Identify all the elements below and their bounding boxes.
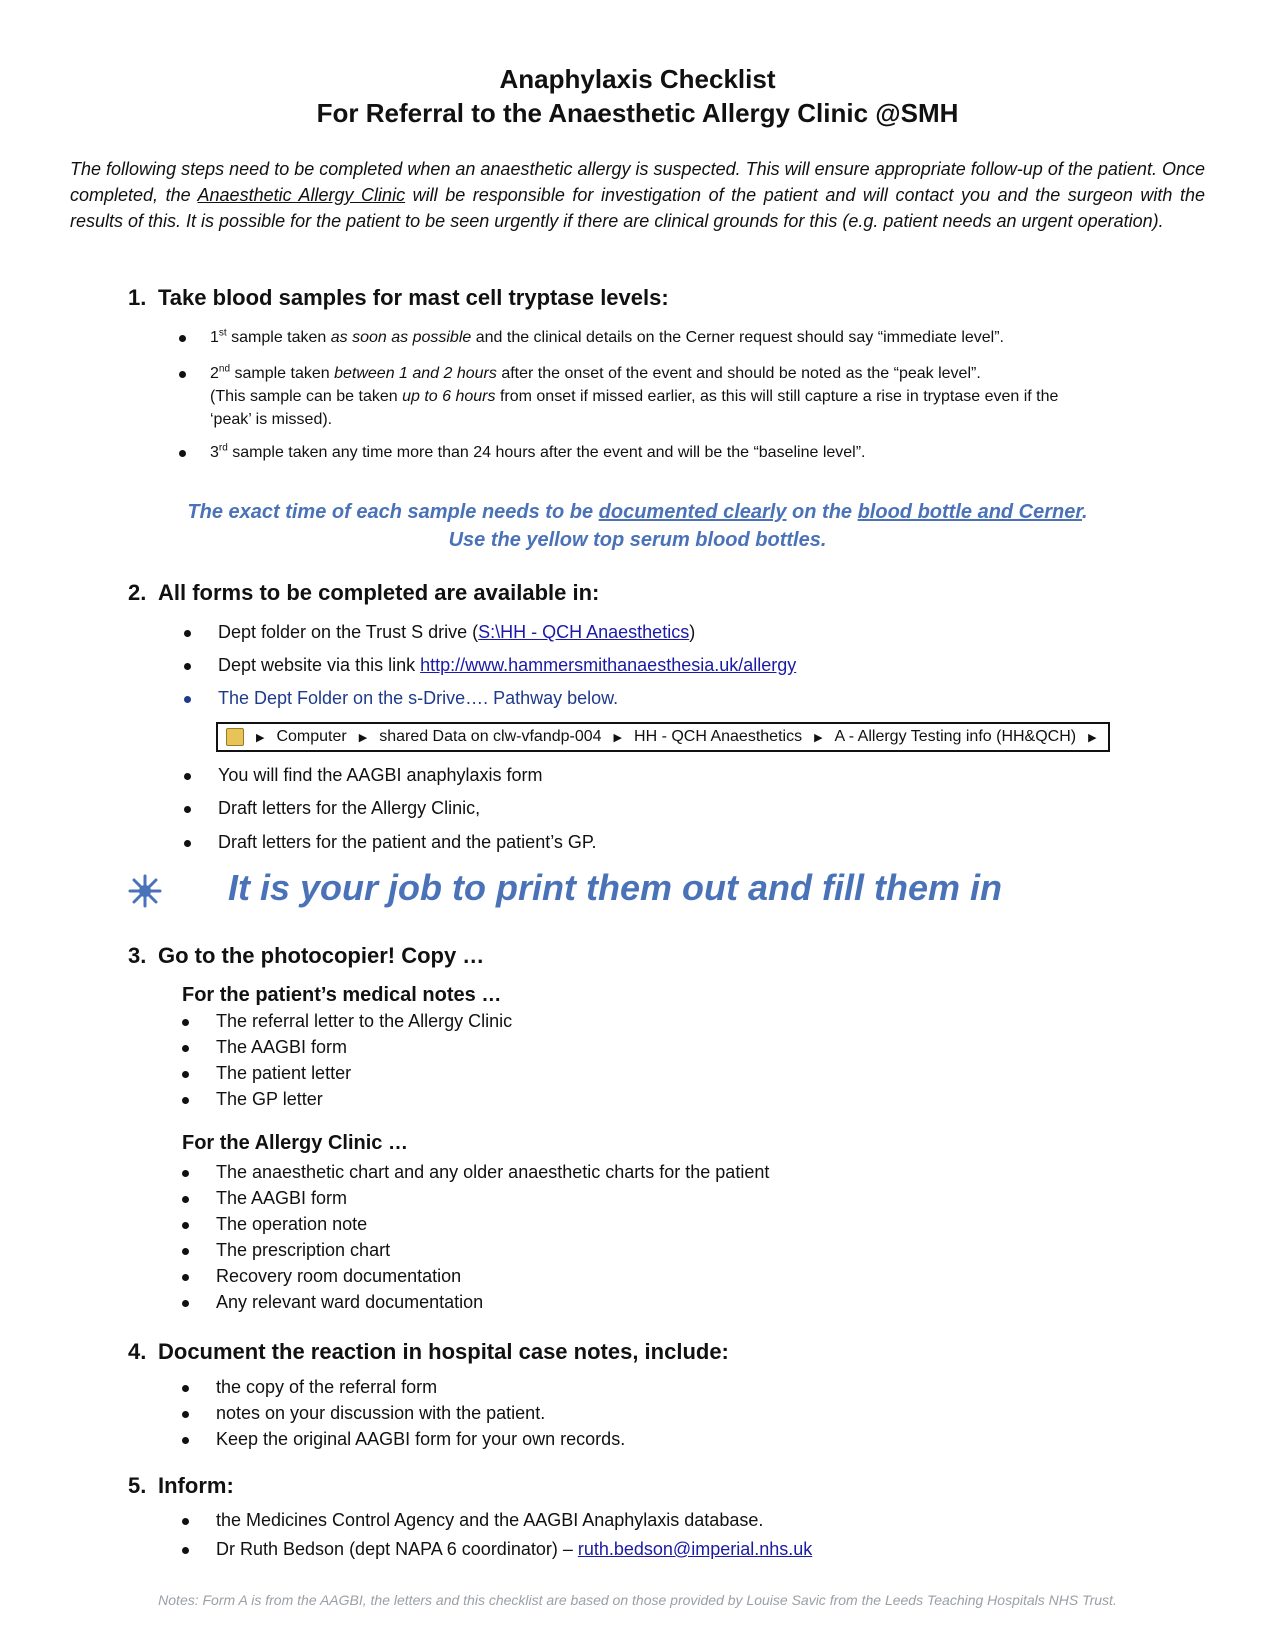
bullet-icon [182, 1248, 189, 1255]
chevron-right-icon: ▶ [256, 731, 265, 744]
bullet-icon [182, 1385, 189, 1392]
list-item: Any relevant ward documentation [216, 1290, 483, 1314]
bullet-icon [182, 1097, 189, 1104]
section-1-heading [128, 284, 669, 312]
list-item: 2nd sample taken between 1 and 2 hours after the onset of the event and should be noted as the “peak level”. (This sample can be taken up to 6 hours from onset if missed earlier, as this will still capture a rise in tryptase even if the ‘peak’ is missed). [210, 362, 1090, 431]
list-item: The AAGBI form [216, 1035, 347, 1059]
page-title: Anaphylaxis Checklist [499, 64, 776, 94]
bullet-icon [182, 1547, 189, 1554]
folder-icon [226, 728, 244, 746]
bullet-icon [182, 1274, 189, 1281]
bullet-icon [182, 1196, 189, 1203]
list-item: The anaesthetic chart and any older anaesthetic charts for the patient [216, 1160, 769, 1184]
path-segment: A - Allergy Testing info (HH&QCH) [834, 728, 1077, 745]
subheading-medical-notes: For the patient’s medical notes … [182, 984, 502, 1006]
list-item: The AAGBI form [216, 1186, 347, 1210]
bullet-icon [179, 371, 186, 378]
list-item: The Dept Folder on the s-Drive…. Pathway below. [218, 686, 618, 710]
chevron-right-icon: ▶ [613, 731, 623, 744]
folder-path-bar [216, 722, 1110, 752]
list-item: Dept website via this link http://www.hammersmithanaesthesia.uk/allergy [218, 653, 796, 677]
path-segment: Computer [276, 728, 347, 745]
bullet-icon [182, 1222, 189, 1229]
list-item: Keep the original AAGBI form for your own records. [216, 1427, 625, 1451]
section-4-heading: 4. Document the reaction in hospital case notes, include: [128, 1339, 729, 1364]
list-item: 3rd sample taken any time more than 24 hours after the event and will be the “baseline level”. [210, 441, 1110, 464]
path-segment: shared Data on clw-vfandp-004 [379, 728, 602, 745]
section-3-heading: 3. Go to the photocopier! Copy … [128, 943, 485, 968]
list-item: The operation note [216, 1212, 367, 1236]
sample-time-note: The exact time of each sample needs to be documented clearly on the blood bottle and Cerner. [187, 501, 1088, 523]
email-link[interactable]: ruth.bedson@imperial.nhs.uk [577, 1539, 813, 1559]
bullet-icon [182, 1019, 189, 1026]
bullet-icon [184, 663, 191, 670]
bullet-icon [182, 1170, 189, 1177]
list-item: the Medicines Control Agency and the AAGBI Anaphylaxis database. [216, 1508, 763, 1532]
print-instruction: It is your job to print them out and fill them in [228, 867, 1002, 908]
list-item: Dr Ruth Bedson (dept NAPA 6 coordinator) – ruth.bedson@imperial.nhs.uk [216, 1537, 812, 1561]
list-item: The GP letter [216, 1087, 323, 1111]
bullet-icon [179, 450, 186, 457]
intro-text-1: The following steps need to be completed when an anaesthetic allergy is suspected. This will ensure appropriate follow-up of the patient. Once completed, the [70, 159, 1205, 205]
list-item: Dept folder on the Trust S drive (S:\HH - QCH Anaesthetics) [218, 620, 695, 644]
star-icon [128, 874, 162, 908]
list-item: Draft letters for the Allergy Clinic, [218, 796, 480, 820]
chevron-right-icon: ▶ [814, 731, 823, 744]
intro-paragraph [70, 156, 1205, 234]
section-number: 1. [128, 285, 147, 310]
list-item: notes on your discussion with the patient. [216, 1401, 545, 1425]
bullet-icon [182, 1518, 189, 1525]
chevron-right-icon: ▶ [358, 731, 368, 744]
section-5-heading: 5. Inform: [128, 1473, 234, 1498]
bullet-icon [184, 696, 191, 703]
list-item: The patient letter [216, 1061, 351, 1085]
bullet-icon [182, 1411, 189, 1418]
bullet-icon [184, 630, 191, 637]
list-item: the copy of the referral form [216, 1375, 437, 1399]
list-item: 1st sample taken as soon as possible and the clinical details on the Cerner request should say “immediate level”. [210, 326, 1110, 349]
section-2-heading: 2. All forms to be completed are available in: [128, 580, 600, 605]
bullet-icon [184, 840, 191, 847]
list-item: Draft letters for the patient and the patient’s GP. [218, 830, 597, 854]
footer-note: Notes: Form A is from the AAGBI, the letters and this checklist are based on those provided by Louise Savic from the Leeds Teaching Hospitals NHS Trust. [158, 1592, 1117, 1608]
bullet-icon [179, 335, 186, 342]
list-item: The prescription chart [216, 1238, 390, 1262]
bottle-note: Use the yellow top serum blood bottles. [448, 529, 827, 551]
section-title: Take blood samples for mast cell tryptase levels: [158, 285, 669, 310]
bullet-icon [182, 1071, 189, 1078]
bullet-icon [182, 1300, 189, 1307]
list-item: The referral letter to the Allergy Clinic [216, 1009, 512, 1033]
path-segment: HH - QCH Anaesthetics [634, 728, 803, 745]
bullet-icon [184, 806, 191, 813]
clinic-link: Anaesthetic Allergy Clinic [197, 185, 406, 205]
page-subtitle: For Referral to the Anaesthetic Allergy Clinic @SMH [316, 98, 959, 128]
bullet-icon [184, 773, 191, 780]
website-link[interactable]: http://www.hammersmithanaesthesia.uk/allergy [420, 655, 797, 675]
bullet-icon [182, 1045, 189, 1052]
chevron-right-icon: ▶ [1088, 731, 1097, 744]
s-drive-link[interactable]: S:\HH - QCH Anaesthetics [478, 622, 690, 642]
subheading-allergy-clinic: For the Allergy Clinic … [182, 1132, 408, 1154]
intro-text-2: will be responsible for investigation of the patient and will contact you and the surgeon with the results of this. It is possible for the patient to be seen urgently if there are clinical grounds for this (e.g. patient needs an urgent operation). [70, 185, 1206, 231]
bullet-icon [182, 1437, 189, 1444]
list-item: You will find the AAGBI anaphylaxis form [218, 763, 543, 787]
list-item: Recovery room documentation [216, 1264, 461, 1288]
